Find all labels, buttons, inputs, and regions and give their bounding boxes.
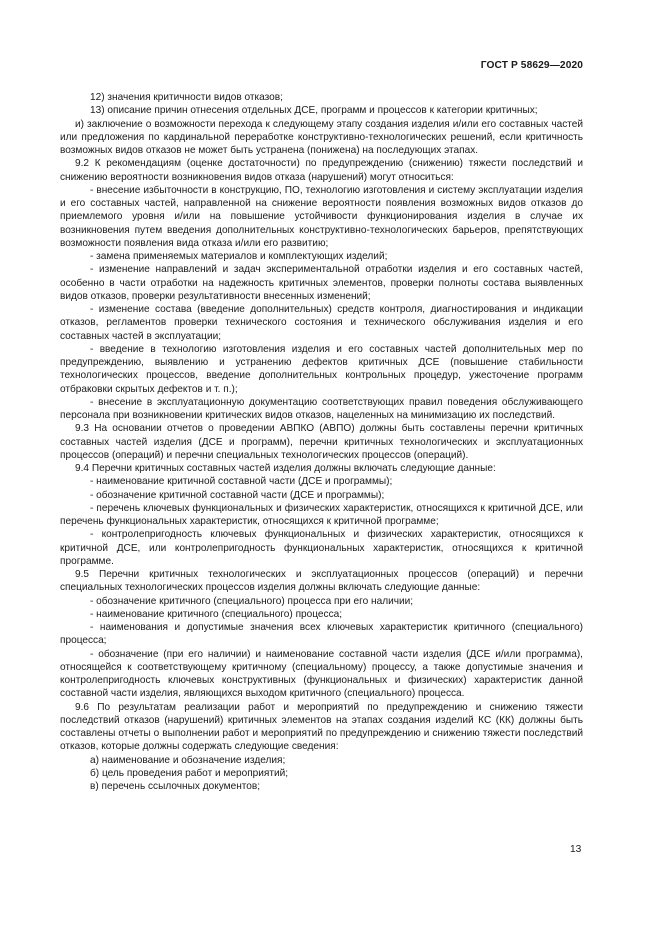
paragraph: - обозначение критичного (специального) процесса при его наличии; <box>90 595 414 607</box>
paragraph: 13) описание причин отнесения отдельных ДСЕ, программ и процессов к категории критичных; <box>90 105 538 117</box>
paragraph: - обозначение критичной составной части (ДСЕ и программы); <box>90 489 385 501</box>
paragraph: б) цель проведения работ и мероприятий; <box>90 767 289 779</box>
paragraph: 9.6 По результатам реализации работ и мероприятий по предупреждению и снижению тяжести последствий отказов (нарушений) критичных элементов на этапах создания изделий КС (КК) должны быть составлены отчеты о выполнении работ и мероприятий по предупреждению и снижению тяжести последствий отказов, которые должны содержать следующие сведения: <box>60 701 583 753</box>
document-code-header: ГОСТ Р 58629—2020 <box>480 60 583 71</box>
paragraph: - введение в технологию изготовления изделия и его составных частей дополнительных мер по предупреждению, выявлению и устранению дефектов критичных ДСЕ (повышение стабильности технологических процессов, введение дополнительных контрольных процедур, ужесточение программ отбраковки скрытых дефектов и т. п.); <box>60 343 583 395</box>
paragraph: а) наименование и обозначение изделия; <box>90 754 286 766</box>
paragraph: - замена применяемых материалов и комплектующих изделий; <box>90 251 388 262</box>
paragraph: 9.5 Перечни критичных технологических и эксплуатационных процессов (операций) и перечни специальных технологических процессов изделия должны включать следующие данные: <box>60 569 583 594</box>
paragraph: - наименования и допустимые значения всех ключевых характеристик критичного (специального) процесса; <box>60 622 583 647</box>
paragraph: в) перечень ссылочных документов; <box>90 781 261 792</box>
paragraph: - изменение состава (введение дополнительных) средств контроля, диагностирования и индикации отказов, регламентов проверки технического состояния и технического обслуживания изделия и его составных частей в эксплуатации; <box>60 304 583 342</box>
paragraph: - изменение направлений и задач экспериментальной отработки изделия и его составных частей, особенно в части отработки на надежность критичных элементов, проверки полноты состава выявленных видов отказов, проверки результативности внесенных изменений; <box>60 264 583 302</box>
paragraph: - перечень ключевых функциональных и физических характеристик, относящихся к критичной ДСЕ, или перечень функциональных характеристик, относящихся к критичной программе; <box>60 502 583 527</box>
page-number: 13 <box>570 844 582 855</box>
document-body <box>60 91 583 793</box>
paragraph: - наименование критичного (специального) процесса; <box>90 608 343 620</box>
paragraph: - внесение в эксплуатационную документацию соответствующих правил поведения обслуживающего персонала при возникновении критических видов отказов, нацеленных на минимизацию их последствий. <box>60 396 583 421</box>
paragraph: 9.2 К рекомендациям (оценке достаточности) по предупреждению (снижению) тяжести последствий и снижению вероятности возникновения видов отказа (нарушений) могут относиться: <box>60 158 583 183</box>
paragraph: и) заключение о возможности перехода к следующему этапу создания изделия и/или его составных частей или предложения по кардинальной переработке конструктивно-технологических решений, если критичность возможных видов отказов не может быть устранена (понижена) на последующих этапах. <box>60 118 583 156</box>
paragraph: - обозначение (при его наличии) и наименование составной части изделия (ДСЕ и/или программа), относящейся к соответствующему критичному (специальному) процессу, а также допустимые значения и контролепригодность ключевых конструктивных (функциональных и физических) характеристик данной составной части изделия, являющихся выходом критичного (специального) процесса. <box>60 648 583 700</box>
paragraph: - наименование критичной составной части (ДСЕ и программы); <box>90 476 393 488</box>
paragraph: 9.3 На основании отчетов о проведении АВПКО (АВПО) должны быть составлены перечни критичных составных частей изделия (ДСЕ и программ), перечни критичных технологических и эксплуатационных процессов (операций) и перечни специальных технологических процессов (операций). <box>60 423 583 461</box>
paragraph: - контролепригодность ключевых функциональных и физических характеристик, относящихся к критичной ДСЕ, или контролепригодность функциональных характеристик, относящихся к критичной программе. <box>60 529 583 567</box>
paragraph: - внесение избыточности в конструкцию, ПО, технологию изготовления и систему эксплуатации изделия и его составных частей, направленной на снижение вероятности появления возможных видов отказов до приемлемого уровня и/или на повышение устойчивости функционирования изделия в случае их возникновения путем введения дополнительных конструктивно-технологических барьеров, препятствующих возможности появления вида отказа и/или его развитию; <box>60 184 583 249</box>
paragraph: 12) значения критичности видов отказов; <box>90 92 283 103</box>
paragraph: 9.4 Перечни критичных составных частей изделия должны включать следующие данные: <box>75 463 496 474</box>
